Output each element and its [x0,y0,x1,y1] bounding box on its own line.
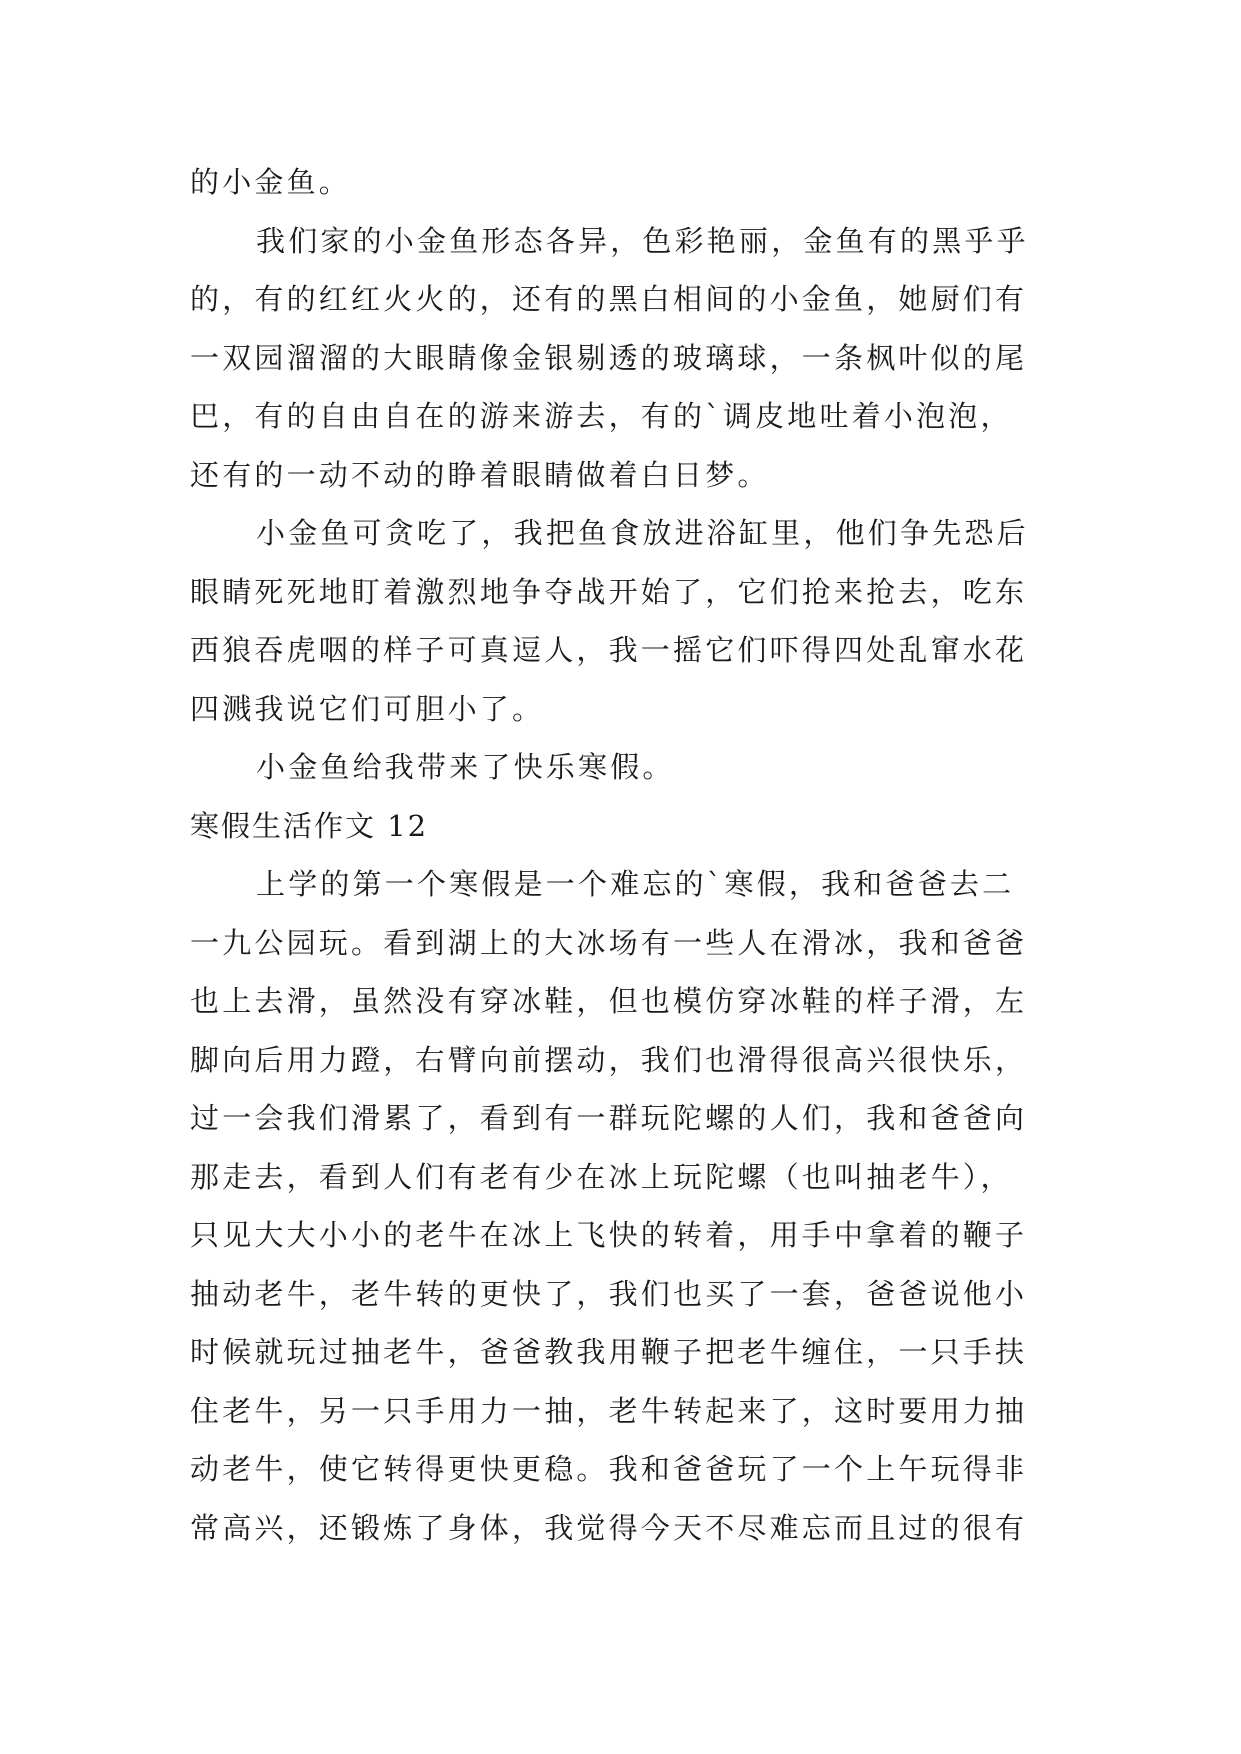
text-line: 还有的一动不动的睁着眼睛做着白日梦。 [190,457,770,492]
paragraph-first-line: 小金鱼可贪吃了，我把鱼食放进浴缸里，他们争先恐后 [256,516,1029,550]
text-line: 动老牛，使它转得更快更稳。我和爸爸玩了一个上午玩得非 [190,1452,1028,1486]
text-line: 只见大大小小的老牛在冰上飞快的转着，用手中拿着的鞭子 [190,1218,1028,1252]
text-line: 住老牛，另一只手用力一抽，老牛转起来了，这时要用力抽 [190,1393,1028,1428]
text-line: 那走去，看到人们有老有少在冰上玩陀螺（也叫抽老牛）， [190,1159,1013,1194]
text-line: 眼睛死死地盯着激烈地争夺战开始了，它们抢来抢去，吃东 [190,574,1028,609]
text-line: 一九公园玩。看到湖上的大冰场有一些人在滑冰，我和爸爸 [190,925,1028,960]
text-line: 西狼吞虎咽的样子可真逗人，我一摇它们吓得四处乱窜水花 [190,633,1028,667]
text-line: 一双园溜溜的大眼睛像金银剔透的玻璃球，一条枫叶似的尾 [190,340,1028,375]
paragraph-first-line: 上学的第一个寒假是一个难忘的`寒假，我和爸爸去二 [256,867,1015,901]
paragraph-first-line: 小金鱼给我带来了快乐寒假。 [256,750,675,784]
text-line: 时候就玩过抽老牛，爸爸教我用鞭子把老牛缠住，一只手扶 [190,1335,1028,1369]
text-line: 四溅我说它们可胆小了。 [190,691,545,726]
text-line: 巴，有的自由自在的游来游去，有的`调皮地吐着小泡泡， [190,399,1013,433]
text-line: 也上去滑，虽然没有穿冰鞋，但也模仿穿冰鞋的样子滑，左 [190,984,1028,1018]
text-line: 的，有的红红火火的，还有的黑白相间的小金鱼，她厨们有 [190,282,1028,316]
text-line: 常高兴，还锻炼了身体，我觉得今天不尽难忘而且过的很有 [190,1510,1028,1545]
document-body [190,153,1070,1557]
paragraph-first-line: 我们家的小金鱼形态各异，色彩艳丽，金鱼有的黑乎乎 [256,223,1029,258]
text-line: 的小金鱼。 [190,165,352,199]
text-line: 过一会我们滑累了，看到有一群玩陀螺的人们，我和爸爸向 [190,1101,1028,1135]
text-line: 抽动老牛，老牛转的更快了，我们也买了一套，爸爸说他小 [190,1276,1028,1311]
text-line: 脚向后用力蹬，右臂向前摆动，我们也滑得很高兴很快乐， [190,1042,1028,1077]
section-heading: 寒假生活作文 12 [190,808,429,843]
